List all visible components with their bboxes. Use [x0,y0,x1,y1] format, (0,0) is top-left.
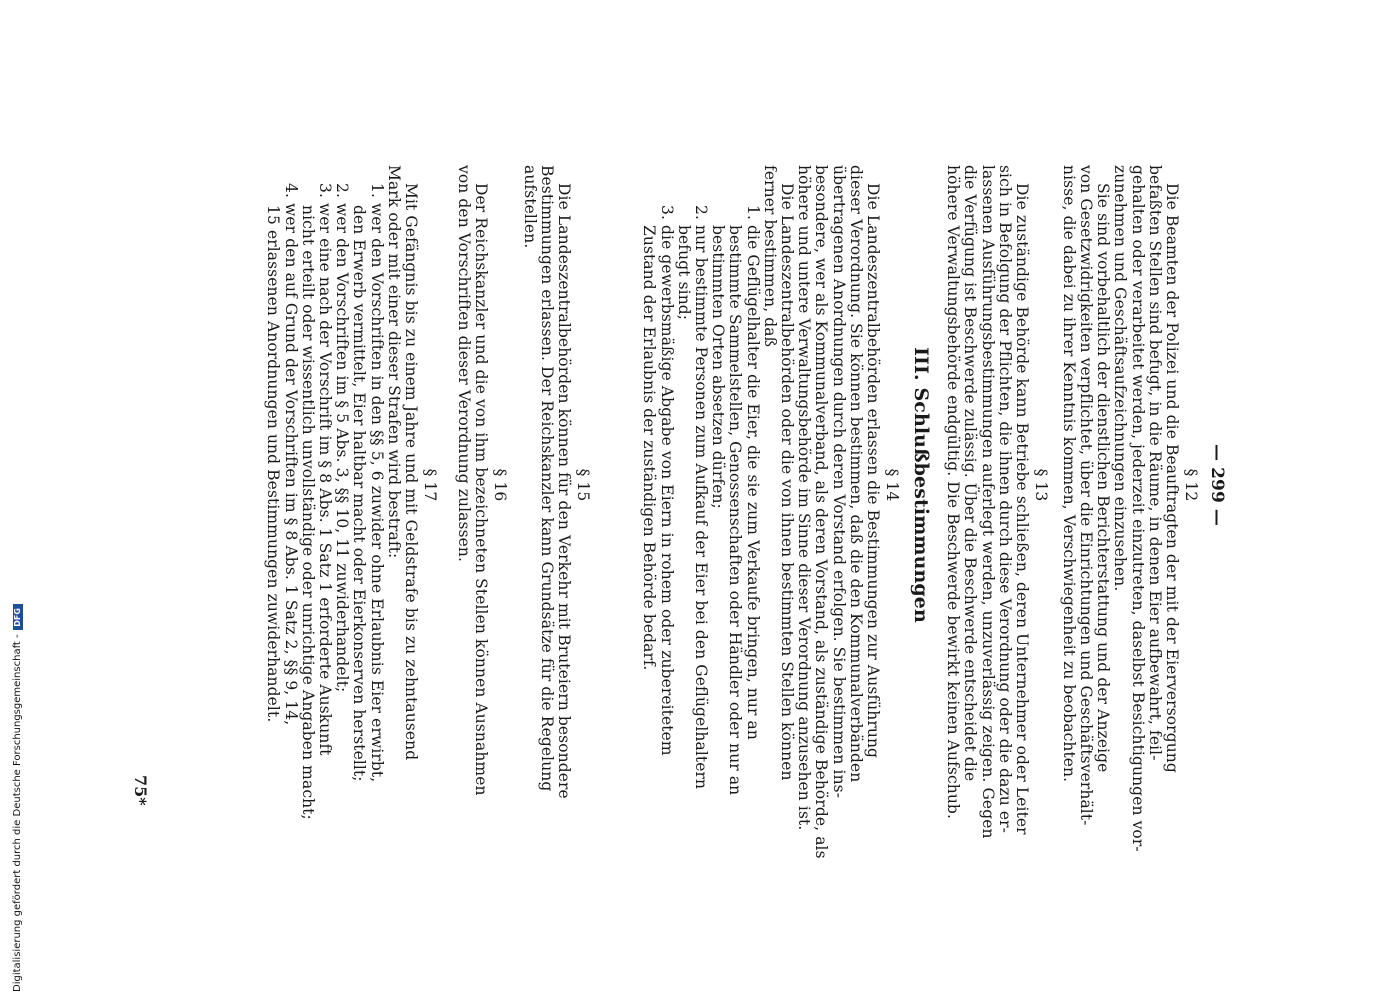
rotated-page [131,165,1227,859]
s16-lines-line: Der Reichskanzler und die von ihm bezeichneten Stellen können Ausnahmen [472,183,490,796]
s14-items-line: befugt sind; [674,225,693,321]
s17-items-line: 4. wer den auf Grund der Vorschriften im § 8 Abs. 1 Satz 2, §§ 9, 14, [281,183,300,726]
s12-lines-line: von Gesetzwidrigkeiten verpflichtet, über die Einrichtungen und Geschäftsverhält- [1077,165,1095,826]
s14-items-line: 3. die gewerbsmäßige Abgabe von Eiern in rohem oder zubereitetem [657,205,676,756]
s14-lines-line: übertragenen Anordnungen durch deren Vorstand erfolgen. Sie bestimmen ins- [829,165,848,799]
section-15-title: § 15 [574,468,592,502]
section-heading: III. Schlußbestimmungen [910,347,932,623]
s13-lines-line: Die zuständige Behörde kann Betriebe schließen, deren Unternehmer oder Leiter [1013,183,1031,835]
s14-lines-line: höhere und untere Verwaltungsbehörde im Sinne dieser Verordnung anzusehen ist. [795,165,814,831]
s12-lines-line: zunehmen und Geschäftsaufzeichnungen einzusehen. [1111,165,1130,592]
section-12-title: § 12 [1182,468,1200,502]
s16-lines-line: von den Vorschriften dieser Verordnung zulassen. [454,165,473,563]
s12-lines-line: gehalten oder verarbeitet werden, jederzeit einzutreten, daselbst Besichtigungen vor- [1128,165,1147,852]
section-13-title: § 13 [1032,468,1050,502]
s17-lines-line: Mark oder mit einer dieser Strafen wird bestraft: [384,165,403,559]
s17-items-line: 3. wer eine nach der Vorschrift im § 8 Abs. 1 Satz 1 erforderte Auskunft [316,183,334,756]
s17-items-line: den Erwerb vermittelt, Eier haltbar macht oder Eierkonserven herstellt; [350,205,369,782]
s13-lines-line: lassenen Ausführungsbestimmungen auferlegt werden, unzuverlässig zeigen. Gegen [978,165,997,839]
s12-lines-line: befaßten Stellen sind befugt, in die Räume, in denen Eier aufbewahrt, feil- [1145,165,1164,761]
s12-lines-line: nisse, die dabei zu ihrer Kenntnis kommen, Verschwiegenheit zu beobachten. [1059,165,1078,783]
s12-lines-line: Die Beamten der Polizei und die Beauftragten der mit der Eierversorgung [1163,183,1181,773]
s17-lines-line: Mit Gefängnis bis zu einem Jahre und mit Geldstrafe bis zu zehntausend [402,183,420,761]
digitization-stamp [12,604,23,992]
page-number: — 299 — [1207,443,1227,527]
s13-lines-line: die Verfügung ist Beschwerde zulässig. Über die Beschwerde entscheidet die [961,165,980,782]
stamp-text: Digitalisierung gefördert durch die Deutsche Forschungsgemeinschaft - [12,634,23,992]
s14-lines-line: ferner bestimmen, daß [760,165,779,348]
s14-items-line: 2. nur bestimmte Personen zum Aufkauf der Eier bei den Geflügelhaltern [692,205,710,790]
s13-lines-line: höhere Verwaltungsbehörde endgültig. Die Beschwerde bewirkt keinen Aufschub. [944,165,963,819]
s15-lines-line: Bestimmungen erlassen. Der Reichskanzler kann Grundsätze für die Regelung [537,165,556,792]
s14-items-line: Zustand der Erlaubnis der zuständigen Behörde bedarf. [640,225,659,671]
section-14-title: § 14 [883,468,901,502]
s13-lines-line: sich in Befolgung der Pflichten, die ihnen durch diese Verordnung oder die dazu er- [995,165,1014,834]
s12-lines-line: Sie sind vorbehaltlich der dienstlichen Berichterstattung und der Anzeige [1094,183,1113,773]
signature-mark: 75* [131,775,150,806]
s17-items-line: 15 erlassenen Anordnungen und Bestimmungen zuwiderhandelt. [264,205,283,723]
s14-items-line: 1. die Geflügelhalter die Eier, die sie zum Verkaufe bringen, nur an [743,205,762,740]
s14-items-line: bestimmten Orten absetzen dürfen; [709,225,728,509]
s14-lines-line: Die Landeszentralbehörden erlassen die Bestimmungen zur Ausführung [864,183,882,759]
section-17-title: § 17 [421,468,439,502]
s14-lines-line: dieser Verordnung. Sie können bestimmen, daß die den Kommunalverbänden [846,165,865,783]
s17-items-line: 1. wer den Vorschriften in den §§ 5, 6 zuwider ohne Erlaubnis Eier erwirbt, [367,183,386,783]
s15-lines-line: Die Landeszentralbehörden können für den Verkehr mit Bruteiern besondere [555,183,573,799]
section-16-title: § 16 [491,468,509,502]
s17-items-line: 2. wer den Vorschriften im § 5 Abs. 3, §§ 10, 11 zuwiderhandelt; [333,183,352,693]
s17-items-line: nicht erteilt oder wissentlich unvollständige oder unrichtige Angaben macht; [298,205,317,820]
dfg-logo-icon: DFG [13,604,23,630]
s14-items-line: bestimmte Sammelstellen, Genossenschaften oder Händler oder nur an [726,225,745,796]
s15-lines-line: aufstellen. [520,165,539,249]
s14-lines-line: besondere, wer als Kommunalverband, als deren Vorstand, als zuständige Behörde, als [812,165,831,859]
s14-lines-line: Die Landeszentralbehörden oder die von ihnen bestimmten Stellen können [778,183,796,781]
